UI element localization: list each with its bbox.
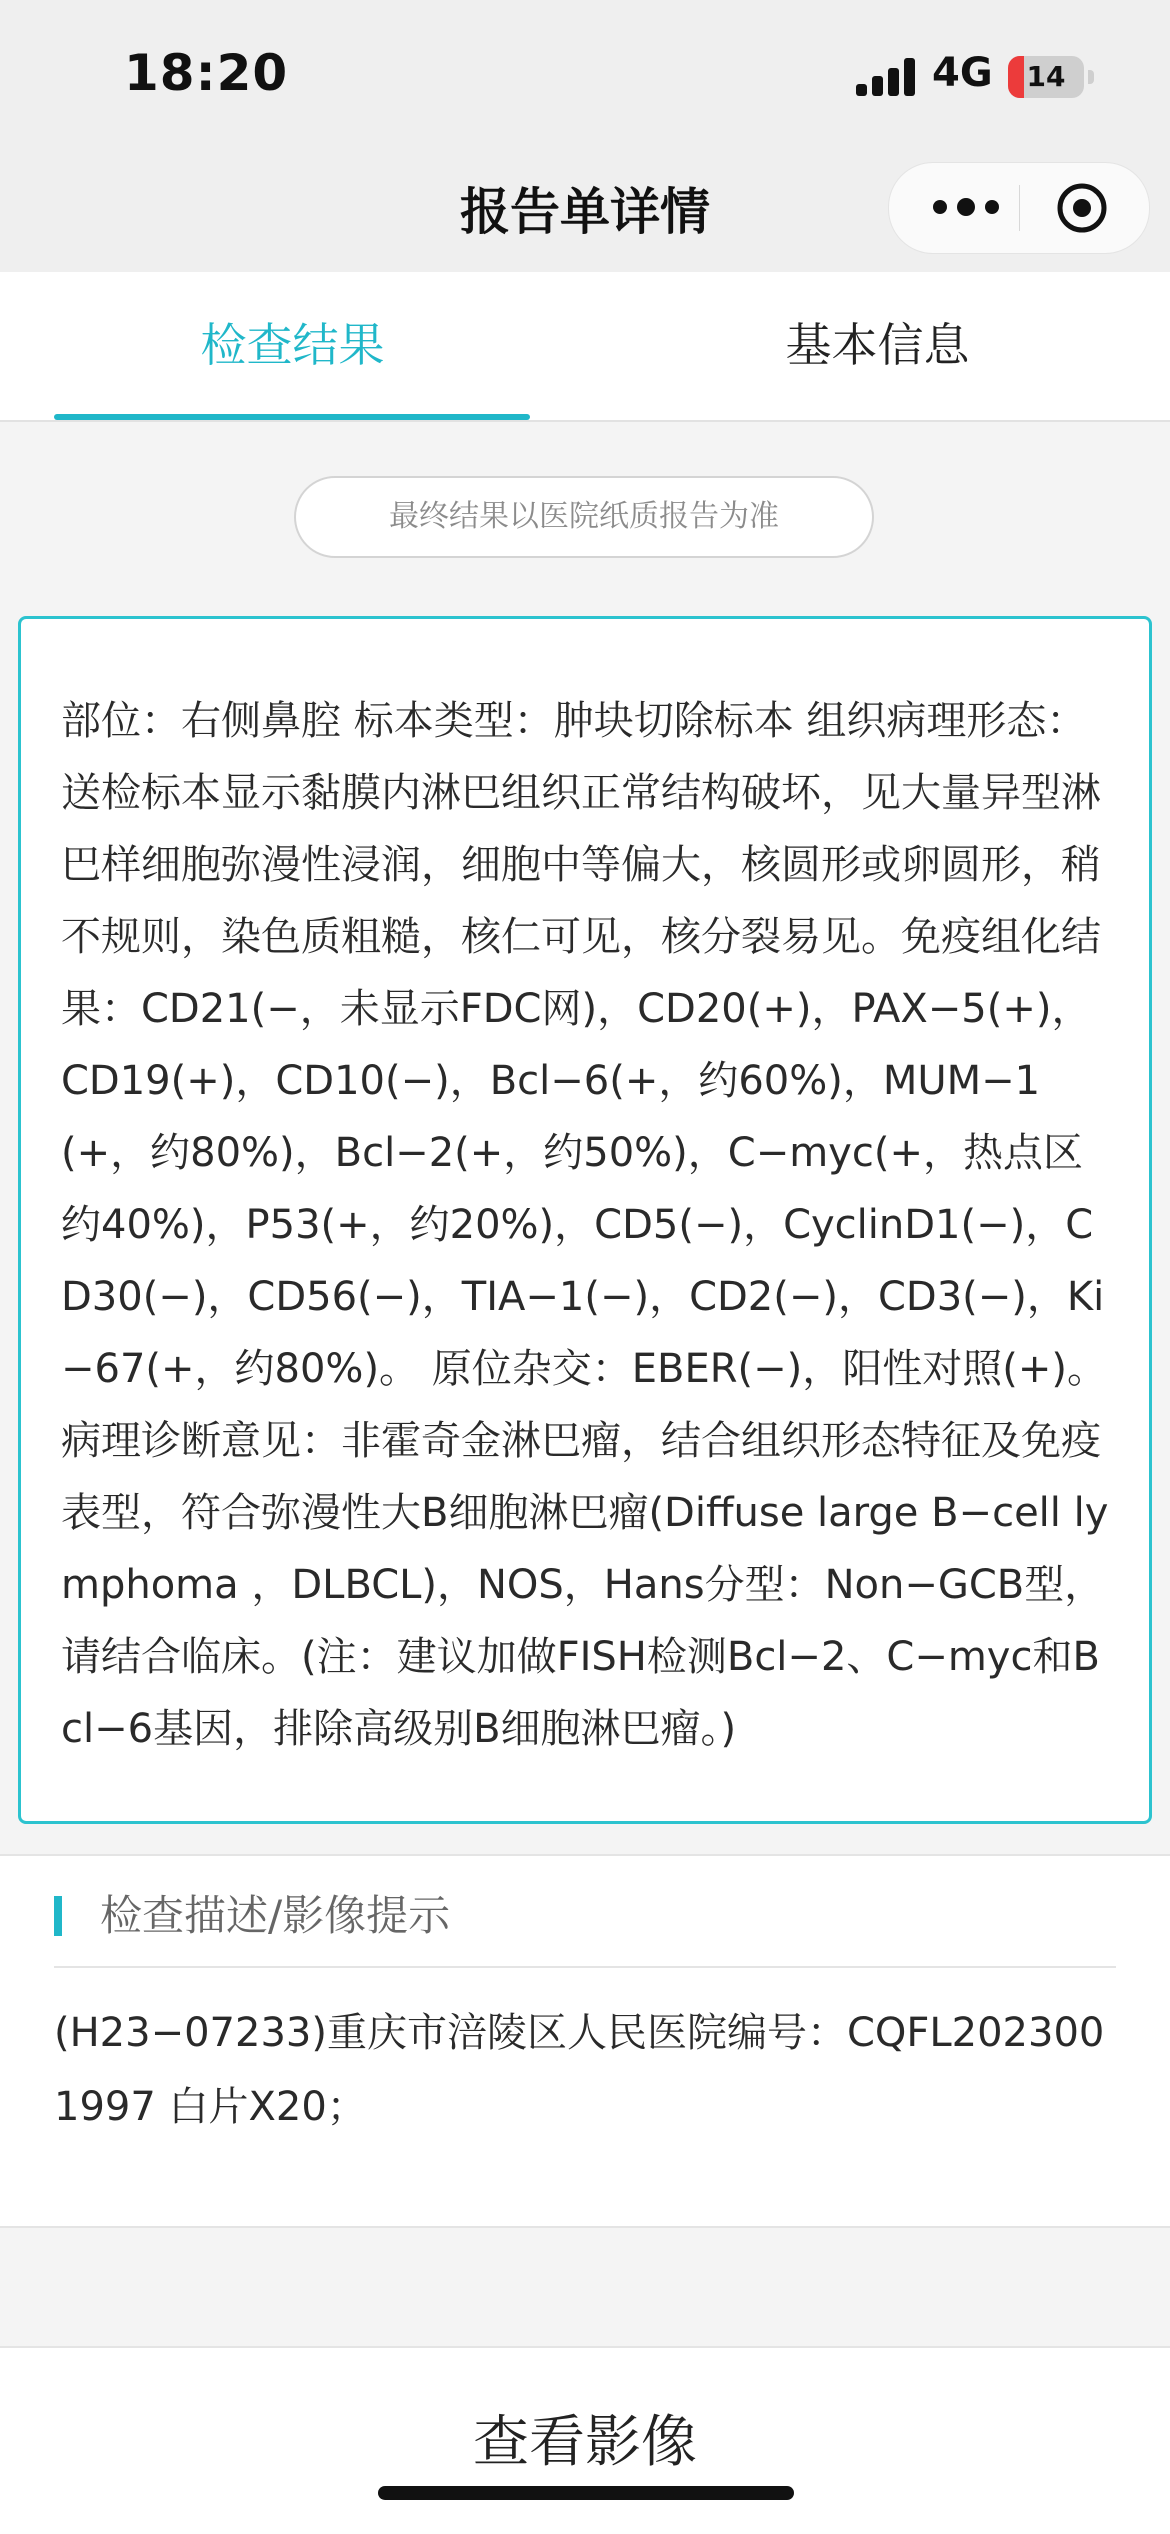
page-title: 报告单详情 bbox=[460, 183, 710, 241]
target-circle-icon[interactable] bbox=[1055, 181, 1109, 235]
more-dots-icon[interactable] bbox=[927, 163, 1007, 253]
battery-cap bbox=[1088, 70, 1094, 84]
bottom-bar bbox=[0, 2346, 1170, 2534]
description-text: (H23−07233)重庆市涪陵区人民医院编号：CQFL2023001997 白片X20； bbox=[54, 2010, 1105, 2130]
tab-results[interactable]: 检查结果 bbox=[200, 318, 385, 372]
top-header bbox=[0, 0, 1170, 272]
description-title: 检查描述/影像提示 bbox=[100, 1891, 451, 1940]
battery-icon bbox=[1008, 56, 1084, 98]
tab-basic-info[interactable]: 基本信息 bbox=[785, 318, 970, 372]
result-text: 部位：右侧鼻腔 标本类型：肿块切除标本 组织病理形态：送检标本显示黏膜内淋巴组织正常结构破坏，见大量异型淋巴样细胞弥漫性浸润，细胞中等偏大，核圆形或卵圆形，稍不规则，染色质粗糙，核仁可见，核分裂易见。免疫组化结果：CD21(−，未显示FDC网)，CD20(+)，PAX−5(+)，CD19(+)，CD10(−)，Bcl−6(+，约60%)，MUM−1(+，约80%)，Bcl−2(+，约50%)，C−myc(+，热点区约40%)，P53(+，约20%)，CD5(−)，CyclinD1(−)，CD30(−)，CD56(−)，TIA−1(−)，CD2(−)，CD3(−)，Ki−67(+，约80%)。 原位杂交：EBER(−)，阳性对照(+)。 病理诊断意见：非霍奇金淋巴瘤，结合组织形态特征及免疫表型，符合弥漫性大B细胞淋巴瘤(Diffuse large B−cell lymphoma ，DLBCL)，NOS，Hans分型：Non−GCB型，请结合临床。(注：建议加做FISH检测Bcl−2、C−myc和Bcl−6基因，排除高级别B细胞淋巴瘤。) bbox=[61, 698, 1109, 1752]
network-label: 4G bbox=[932, 50, 993, 96]
signal-icon bbox=[856, 58, 916, 96]
notice-pill: 最终结果以医院纸质报告为准 bbox=[294, 476, 874, 558]
result-box bbox=[18, 616, 1152, 1824]
tab-active-indicator bbox=[54, 414, 530, 420]
mini-program-capsule bbox=[888, 162, 1150, 254]
description-section bbox=[0, 1854, 1170, 2228]
section-divider bbox=[54, 1966, 1116, 1968]
status-time: 18:20 bbox=[124, 44, 289, 102]
view-image-button[interactable]: 查看影像 bbox=[473, 2410, 697, 2475]
capsule-divider bbox=[1019, 185, 1020, 231]
tab-bar bbox=[0, 272, 1170, 422]
home-indicator bbox=[378, 2486, 794, 2500]
section-accent-bar bbox=[54, 1896, 62, 1936]
battery-percent: 14 bbox=[1026, 60, 1066, 93]
